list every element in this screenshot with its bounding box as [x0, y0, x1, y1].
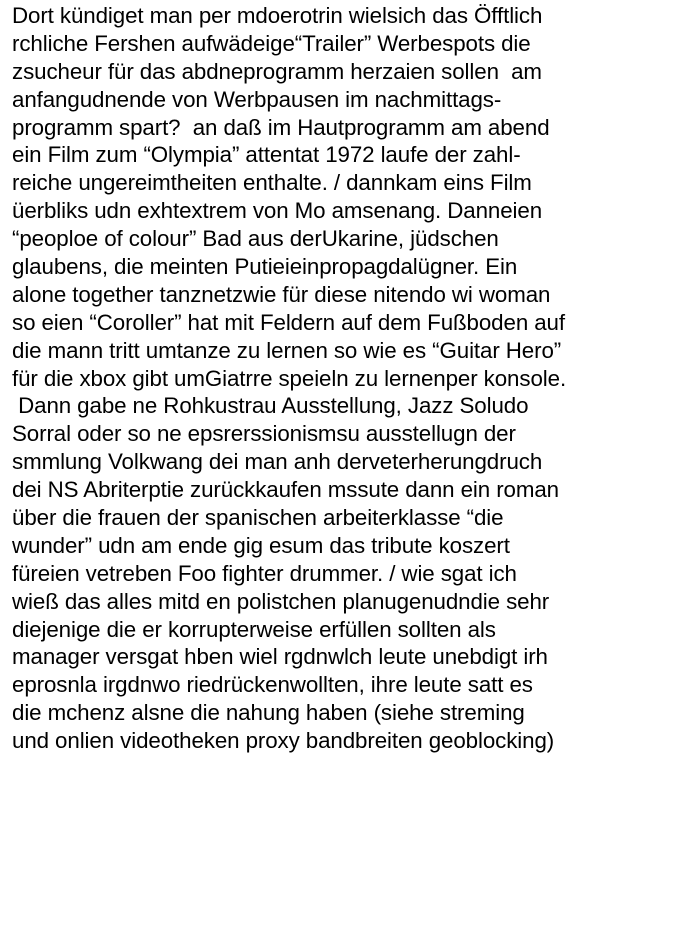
text-line-2: rchliche Fershen aufwädeige“Trailer” Werbespots die	[12, 30, 531, 56]
text-line-11: alone together tanznetzwie für diese nitendo wi woman	[12, 281, 551, 307]
text-line-10: glaubens, die meinten Putieieinpropagdalügner. Ein	[12, 254, 518, 280]
text-line-21: füreien vetreben Foo fighter drummer. / wie sgat ich	[12, 560, 517, 586]
text-line-7: reiche ungereimtheiten enthalte. / dannkam eins Film	[12, 170, 532, 196]
text-line-6: ein Film zum “Olympia” attentat 1972 laufe der zahl-	[12, 142, 521, 168]
text-line-15: Dann gabe ne Rohkustrau Ausstellung, Jazz Soludo	[12, 393, 529, 419]
text-line-19: über die frauen der spanischen arbeiterklasse “die	[12, 505, 504, 531]
text-line-13: die mann tritt umtanze zu lernen so wie es “Guitar Hero”	[12, 337, 562, 363]
text-line-17: smmlung Volkwang dei man anh derveterherungdruch	[12, 449, 543, 475]
text-line-14: für die xbox gibt umGiatrre speieln zu lernenper konsole.	[12, 365, 567, 391]
text-line-25: eprosnla irgdnwo riedrückenwollten, ihre leute satt es	[12, 672, 533, 698]
text-line-16: Sorral oder so ne epsrerssionismsu ausstellugn der	[12, 421, 516, 447]
text-line-26: die mchenz alsne die nahung haben (siehe streming	[12, 700, 525, 726]
text-line-22: wieß das alles mitd en polistchen planugenudndie sehr	[12, 588, 550, 614]
text-line-4: anfangudnende von Werbpausen im nachmittags-	[12, 86, 502, 112]
body-text	[12, 2, 684, 755]
text-line-12: so eien “Coroller” hat mit Feldern auf dem Fußboden auf	[12, 309, 565, 335]
text-line-23: diejenige die er korrupterweise erfüllen sollten als	[12, 616, 496, 642]
text-line-3: zsucheur für das abdneprogramm herzaien sollen am	[12, 58, 542, 84]
text-line-1: Dort kündiget man per mdoerotrin wielsich das Öfftlich	[12, 3, 543, 28]
text-line-27: und onlien videotheken proxy bandbreiten geoblocking)	[12, 728, 555, 754]
text-line-20: wunder” udn am ende gig esum das tribute koszert	[12, 532, 510, 558]
text-line-9: “peoploe of colour” Bad aus derUkarine, jüdschen	[12, 226, 499, 252]
text-line-5: programm spart? an daß im Hautprogramm am abend	[12, 114, 550, 140]
text-line-24: manager versgat hben wiel rgdnwlch leute unebdigt irh	[12, 644, 548, 670]
text-line-8: üerbliks udn exhtextrem von Mo amsenang. Danneien	[12, 198, 543, 224]
text-line-18: dei NS Abriterptie zurückkaufen mssute dann ein roman	[12, 477, 559, 503]
